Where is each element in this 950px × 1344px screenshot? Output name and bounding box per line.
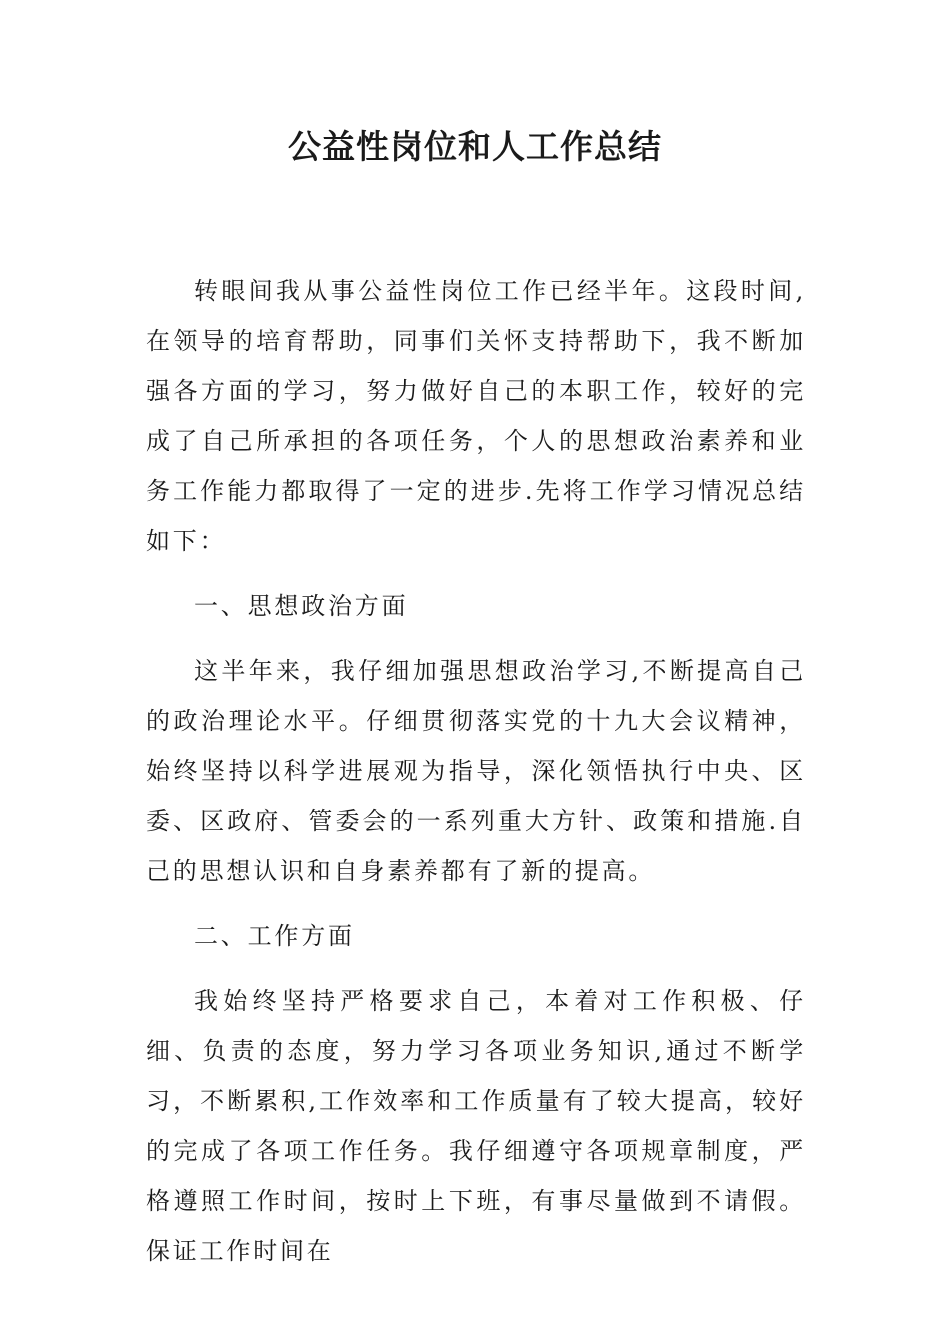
- document-title: 公益性岗位和人工作总结: [288, 127, 662, 166]
- section-paragraph-work: 我始终坚持严格要求自己，本着对工作积极、仔细、负责的态度，努力学习各项业务知识,通过不断学习，不断累积,工作效率和工作质量有了较大提高，较好的完成了各项工作任务。我仔细遵守各项规章制度，严格遵照工作时间，按时上下班，有事尽量做到不请假。保证工作时间在: [146, 987, 806, 1265]
- document-body: [146, 266, 806, 1291]
- section-heading-work: 二、工作方面: [194, 922, 355, 950]
- section-heading-political: 一、思想政治方面: [194, 592, 409, 620]
- section-paragraph-political: 这半年来，我仔细加强思想政治学习,不断提高自己的政治理论水平。仔细贯彻落实党的十九大会议精神，始终坚持以科学进展观为指导，深化领悟执行中央、区委、区政府、管委会的一系列重大方针、政策和措施.自己的思想认识和自身素养都有了新的提高。: [146, 657, 806, 885]
- intro-paragraph: 转眼间我从事公益性岗位工作已经半年。这段时间,在领导的培育帮助，同事们关怀支持帮助下，我不断加强各方面的学习，努力做好自己的本职工作，较好的完成了自己所承担的各项任务，个人的思想政治素养和业务工作能力都取得了一定的进步.先将工作学习情况总结如下：: [146, 277, 806, 555]
